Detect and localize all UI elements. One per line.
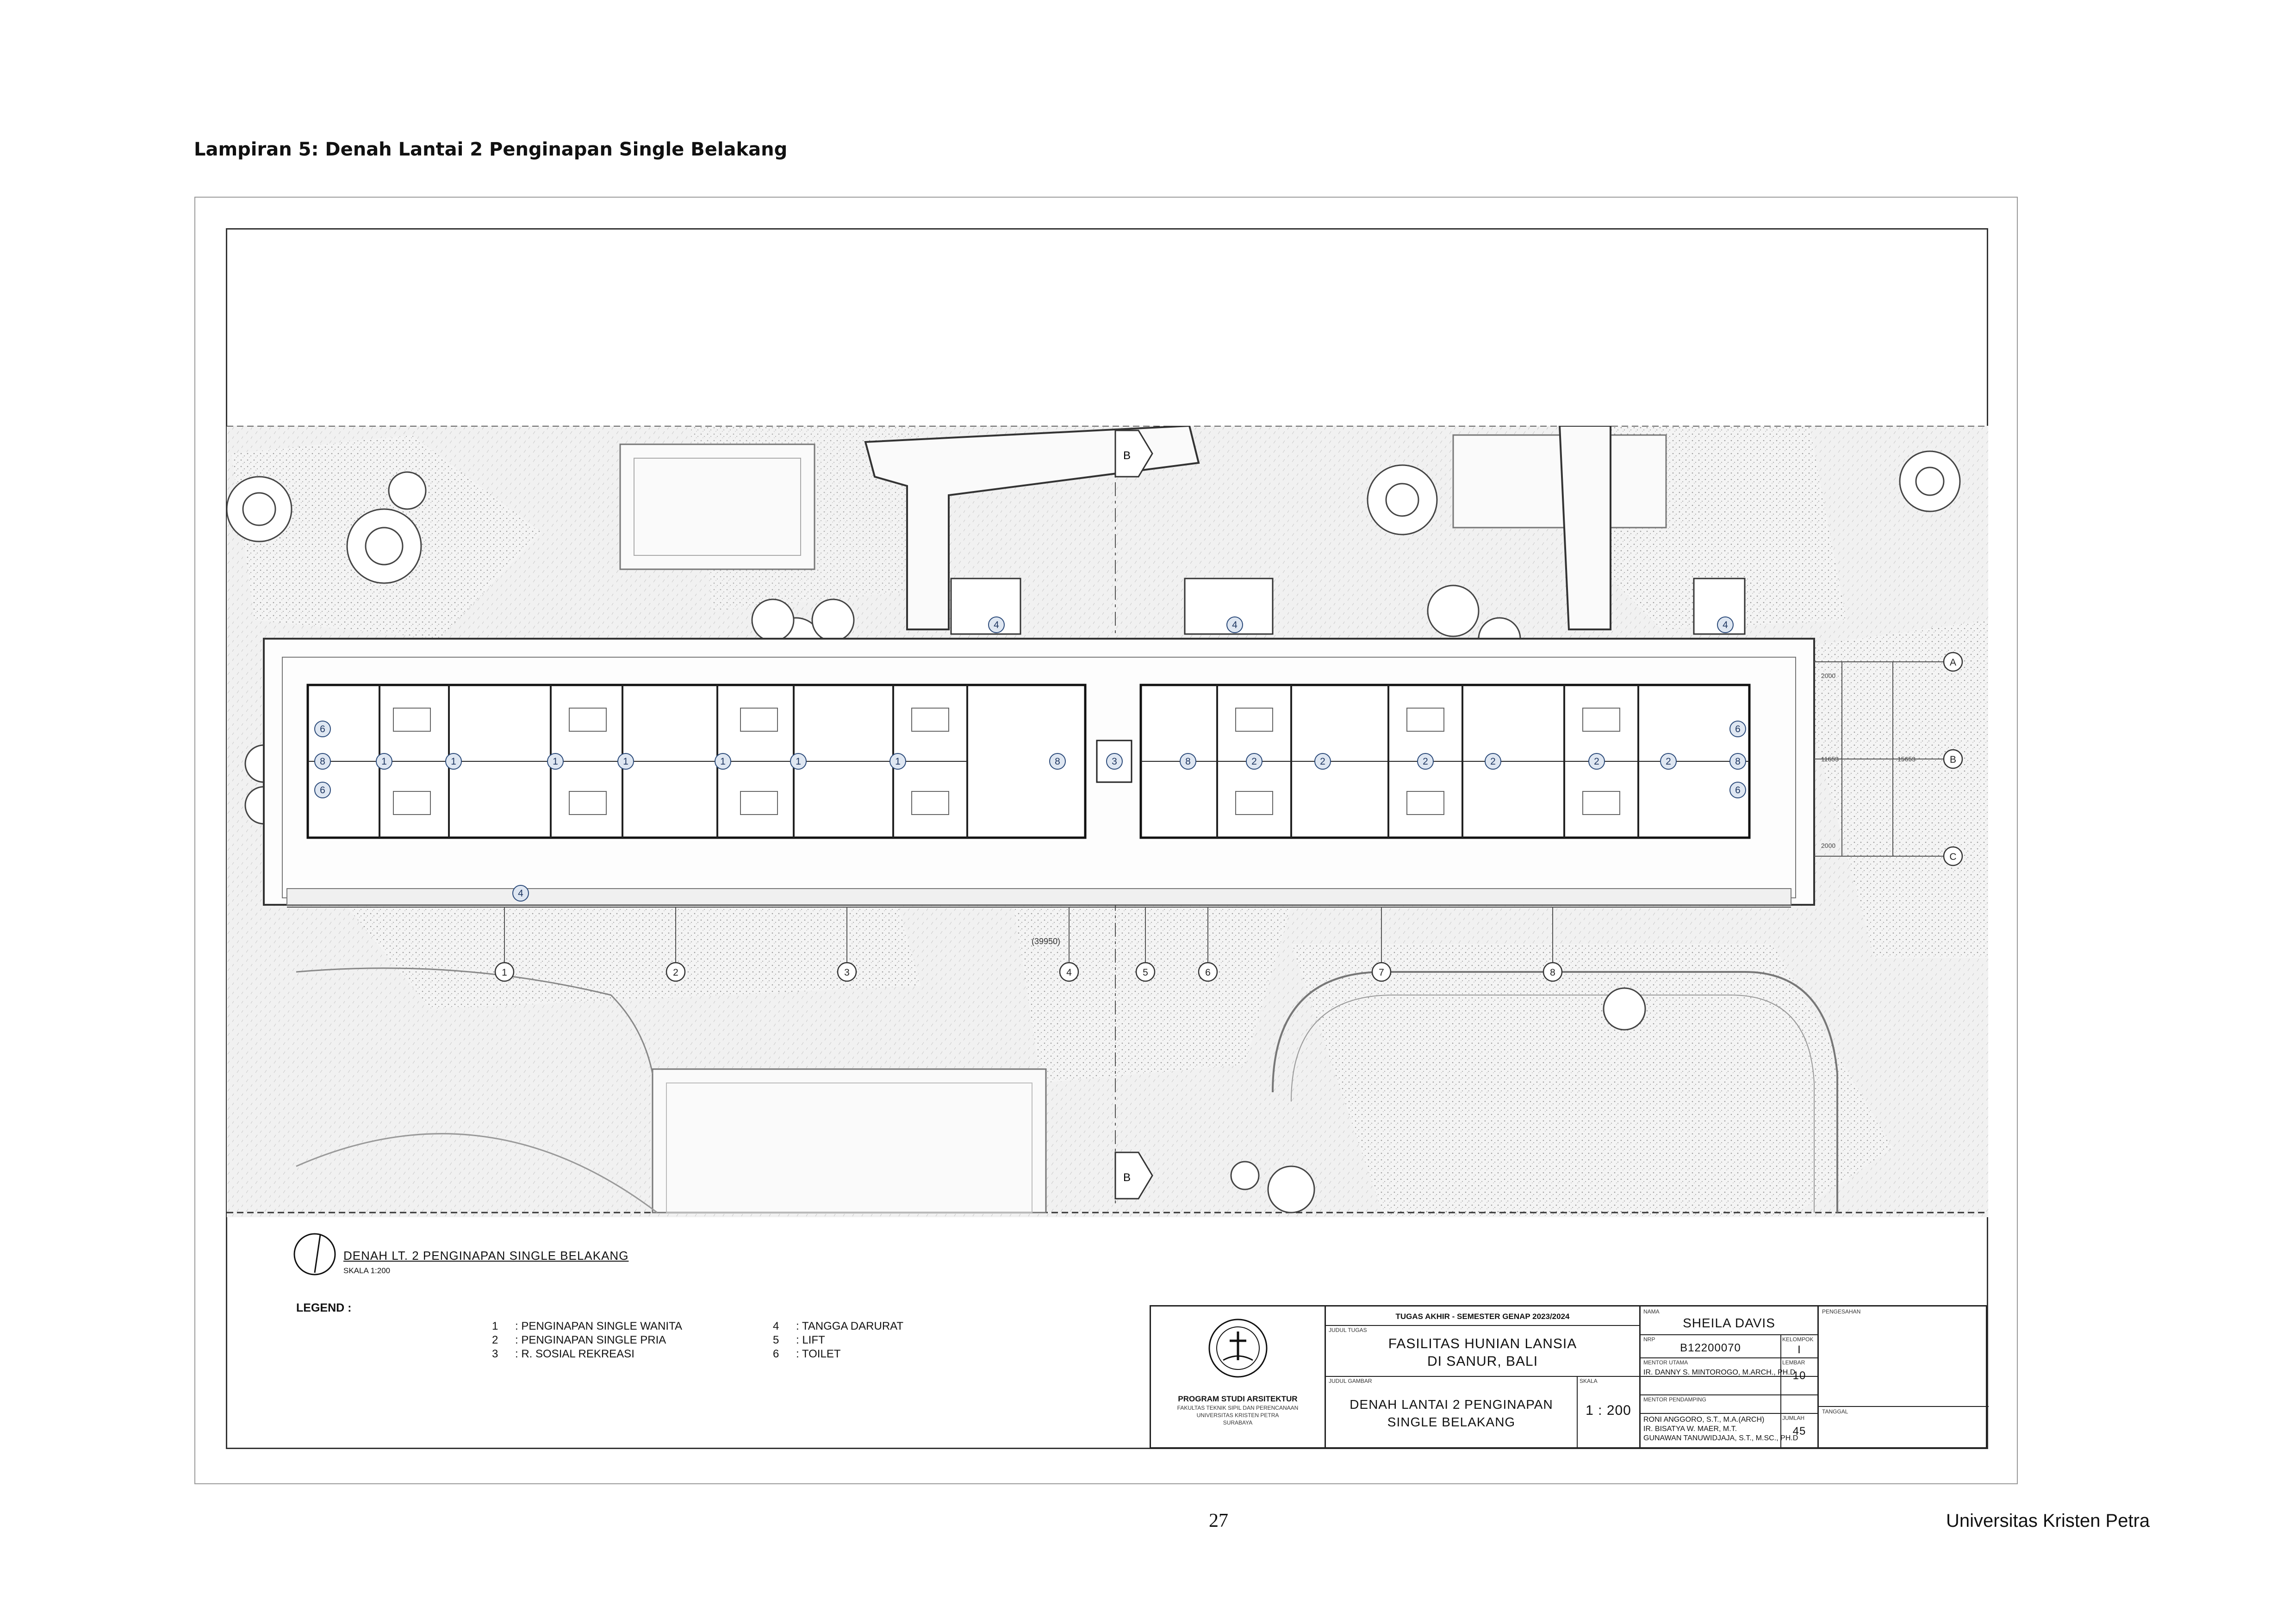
pool-right	[1453, 435, 1666, 528]
jumlah-value: 45	[1792, 1425, 1806, 1437]
drawing-caption-scale: SKALA 1:200	[343, 1266, 391, 1275]
vertical-dim: 15653	[1897, 755, 1916, 763]
mentor-utama-label: MENTOR UTAMA	[1643, 1359, 1688, 1366]
university-name: UNIVERSITAS KRISTEN PETRA	[1196, 1412, 1279, 1419]
kelompok-value: I	[1797, 1344, 1801, 1356]
room-tag: 1	[451, 756, 456, 767]
nama-value: SHEILA DAVIS	[1683, 1316, 1775, 1330]
lembar-label: LEMBAR	[1782, 1359, 1805, 1366]
legend-item: 4 : TANGGA DARURAT	[773, 1320, 904, 1332]
room-tag: 3	[1112, 756, 1117, 767]
stair-tag: 4	[1723, 620, 1728, 630]
svg-text:B: B	[1123, 1171, 1131, 1184]
grid-col-label: 6	[1205, 967, 1211, 978]
room-tag: 8	[1055, 756, 1060, 767]
footer-university: Universitas Kristen Petra	[1946, 1511, 2150, 1531]
room-tag: 6	[1735, 724, 1741, 734]
room-tag: 1	[553, 756, 558, 767]
nama-label: NAMA	[1643, 1308, 1660, 1315]
stair-tag: 4	[518, 888, 523, 899]
stair-tag: 4	[994, 620, 999, 630]
mentor-pendamping-2: IR. BISATYA W. MAER, M.T.	[1643, 1425, 1737, 1433]
mentor-pendamping-3: GUNAWAN TANUWIDJAJA, S.T., M.SC., PH.D	[1643, 1434, 1798, 1442]
university-seal	[1206, 1316, 1270, 1381]
pengesahan-label: PENGESAHAN	[1822, 1308, 1861, 1315]
grid-col-label: 8	[1550, 967, 1555, 978]
grid-col-label: 7	[1379, 967, 1384, 978]
vertical-dim: 11653	[1821, 755, 1839, 763]
legend-item: 1 : PENGINAPAN SINGLE WANITA	[492, 1320, 682, 1332]
legend-title: LEGEND :	[296, 1301, 352, 1314]
lembar-value: 10	[1792, 1369, 1806, 1382]
legend-item: 6 : TOILET	[773, 1348, 841, 1360]
jumlah-label: JUMLAH	[1782, 1415, 1805, 1421]
grid-col-label: 2	[673, 967, 678, 978]
room-tag: 1	[895, 756, 901, 767]
mentor-utama-value: IR. DANNY S. MINTOROGO, M.ARCH., PH.D	[1643, 1369, 1796, 1376]
judul-tugas-line1: FASILITAS HUNIAN LANSIA	[1388, 1336, 1577, 1351]
city-name: SURABAYA	[1223, 1419, 1253, 1426]
judul-tugas-label: JUDUL TUGAS	[1329, 1327, 1367, 1333]
room-tag: 2	[1423, 756, 1428, 767]
corridor-bridge-right	[1560, 426, 1611, 629]
room-tag: 6	[320, 724, 325, 734]
grid-col-label: 4	[1066, 967, 1072, 978]
mentor-pendamping-label: MENTOR PENDAMPING	[1643, 1396, 1706, 1403]
room-tag: 2	[1666, 756, 1671, 767]
room-tag: 2	[1320, 756, 1325, 767]
nrp-value: B12200070	[1680, 1342, 1741, 1354]
room-tag: 2	[1490, 756, 1496, 767]
legend-item: 3 : R. SOSIAL REKREASI	[492, 1348, 634, 1360]
skala-label: SKALA	[1580, 1378, 1598, 1384]
north-arrow-icon	[292, 1231, 338, 1277]
room-tag: 8	[1735, 756, 1741, 767]
vertical-dim: 2000	[1821, 842, 1836, 849]
room-tag: 6	[320, 785, 325, 796]
stair-core-left	[951, 579, 1020, 634]
pool-top	[620, 444, 815, 569]
room-tag: 2	[1594, 756, 1599, 767]
legend-item: 2 : PENGINAPAN SINGLE PRIA	[492, 1334, 666, 1346]
document-heading: Lampiran 5: Denah Lantai 2 Penginapan Single Belakang	[194, 139, 788, 160]
grid-col-label: 5	[1143, 967, 1148, 978]
tanggal-label: TANGGAL	[1822, 1408, 1848, 1415]
total-length-dim: (39950)	[1031, 937, 1061, 946]
room-tag: 6	[1735, 785, 1741, 796]
legend-item: 5 : LIFT	[773, 1334, 825, 1346]
room-tag: 2	[1251, 756, 1257, 767]
room-tag: 1	[623, 756, 628, 767]
room-tag: 1	[720, 756, 726, 767]
room-tag: 1	[796, 756, 801, 767]
judul-tugas-line2: DI SANUR, BALI	[1427, 1354, 1538, 1369]
mentor-pendamping-1: RONI ANGGORO, S.T., M.A.(ARCH)	[1643, 1416, 1765, 1424]
floor-plan-drawing	[227, 426, 1988, 1226]
faculty-name: FAKULTAS TEKNIK SIPIL DAN PERENCANAAN	[1177, 1405, 1299, 1411]
stair-tag: 4	[1232, 620, 1238, 630]
vertical-dim: 2000	[1821, 672, 1836, 679]
grid-col-label: 3	[844, 967, 850, 978]
room-tag: 1	[381, 756, 387, 767]
judul-gambar-line1: DENAH LANTAI 2 PENGINAPAN	[1350, 1397, 1553, 1412]
room-tag: 8	[1185, 756, 1191, 767]
grid-row-label: C	[1949, 852, 1957, 862]
drawing-caption-title: DENAH LT. 2 PENGINAPAN SINGLE BELAKANG	[343, 1249, 629, 1263]
grid-col-label: 1	[502, 967, 507, 978]
grid-row-label: A	[1949, 657, 1957, 668]
svg-text:B: B	[1123, 449, 1131, 462]
skala-value: 1 : 200	[1586, 1403, 1631, 1418]
judul-gambar-line2: SINGLE BELAKANG	[1387, 1415, 1516, 1429]
pool-bottom	[653, 1069, 1046, 1213]
semester-label: TUGAS AKHIR - SEMESTER GENAP 2023/2024	[1395, 1312, 1570, 1321]
grid-row-label: B	[1949, 754, 1957, 765]
title-block	[1150, 1305, 1987, 1449]
page-number: 27	[1209, 1510, 1228, 1531]
judul-gambar-label: JUDUL GAMBAR	[1329, 1378, 1372, 1384]
nrp-label: NRP	[1643, 1336, 1655, 1343]
corridor-strip	[287, 889, 1791, 905]
program-name: PROGRAM STUDI ARSITEKTUR	[1178, 1394, 1298, 1403]
kelompok-label: KELOMPOK	[1782, 1336, 1814, 1343]
room-tag: 8	[320, 756, 325, 767]
